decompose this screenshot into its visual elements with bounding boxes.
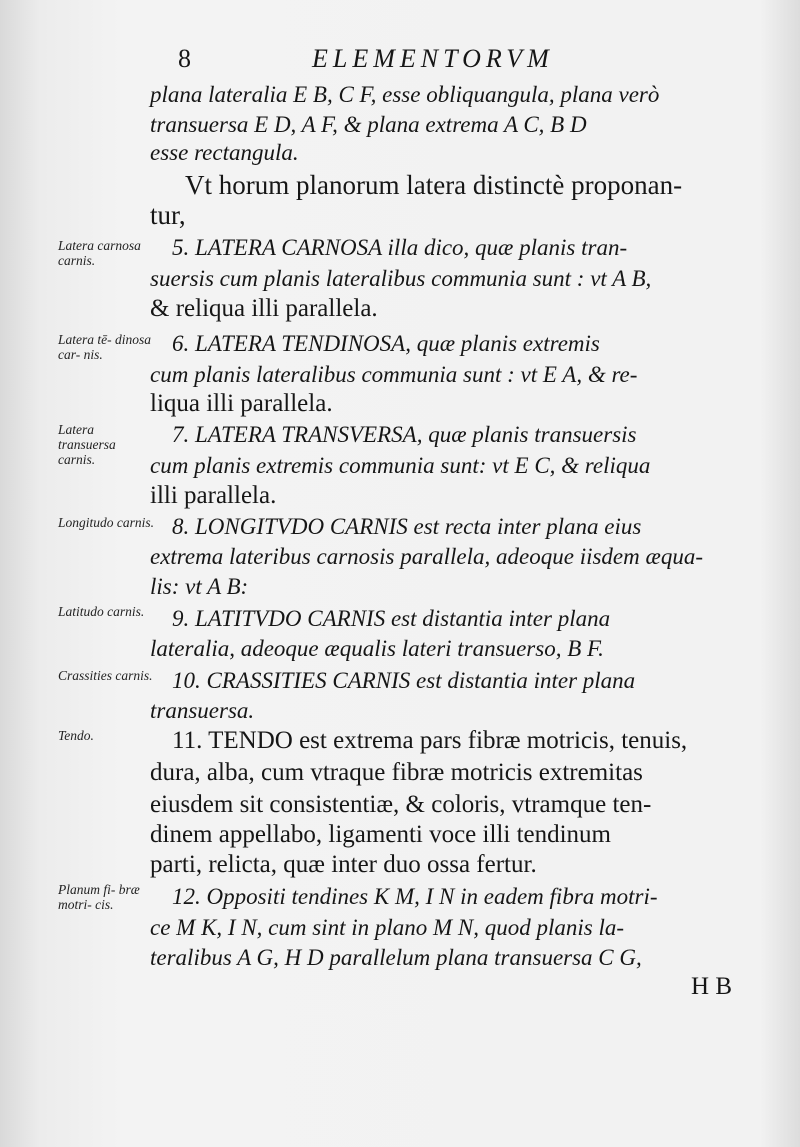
margin-note-tendo: Tendo.: [58, 728, 94, 743]
running-head: ELEMENTORVM: [312, 44, 554, 73]
text-line: ce M K, I N, cum sint in plano M N, quod planis la-: [150, 915, 625, 940]
text-line: suersis cum planis lateralibus communia sunt : vt A B,: [150, 266, 652, 291]
text-line: 12. Oppositi tendines K M, I N in eadem fibra motri-: [172, 884, 658, 909]
margin-note-longitudo: Longitudo carnis.: [58, 515, 155, 530]
text-line: 5. LATERA CARNOSA illa dico, quæ planis tran-: [172, 235, 628, 260]
text-line: Vt horum planorum latera distinctè proponan-: [185, 170, 683, 200]
text-line: 11. TENDO est extrema pars fibræ motricis, tenuis,: [172, 727, 688, 754]
text-line: dura, alba, cum vtraque fibræ motricis extremitas: [150, 759, 643, 786]
page-number: 8: [178, 44, 196, 73]
margin-note-latitudo: Latitudo carnis.: [58, 604, 145, 619]
text-line: lis: vt A B:: [150, 574, 249, 599]
page-header: [150, 40, 770, 80]
text-line: 8. LONGITVDO CARNIS est recta inter plana eius: [172, 514, 642, 539]
catchword: H B: [691, 973, 732, 1000]
text-line: transuersa.: [150, 698, 255, 723]
text-line: cum planis extremis communia sunt: vt E C, & reliqua: [150, 453, 651, 478]
text-line: 6. LATERA TENDINOSA, quæ planis extremis: [172, 331, 600, 356]
text-line: eiusdem sit consistentiæ, & coloris, vtramque ten-: [150, 791, 652, 818]
margin-note-latera-transuersa: Latera transuersa carnis.: [58, 422, 116, 467]
text-line: 10. CRASSITIES CARNIS est distantia inter plana: [172, 668, 636, 693]
text-line: illi parallela.: [150, 482, 277, 509]
text-line: lateralia, adeoque æqualis lateri transuerso, B F.: [150, 636, 604, 661]
text-line: 7. LATERA TRANSVERSA, quæ planis transuersis: [172, 422, 637, 447]
margin-note-latera-tendinosa: Latera tē- dinosa car- nis.: [58, 332, 151, 362]
text-line: 9. LATITVDO CARNIS est distantia inter plana: [172, 606, 611, 631]
text-line: dinem appellabo, ligamenti voce illi tendinum: [150, 821, 611, 848]
text-line: teralibus A G, H D parallelum plana transuersa C G,: [150, 945, 642, 970]
text-line: cum planis lateralibus communia sunt : vt E A, & re-: [150, 362, 638, 387]
text-line: plana lateralia E B, C F, esse obliquangula, plana verò: [150, 82, 660, 107]
text-line: extrema lateribus carnosis parallela, adeoque iisdem æqua-: [150, 544, 703, 569]
text-line: liqua illi parallela.: [150, 390, 333, 417]
text-line: esse rectangula.: [150, 140, 299, 165]
text-line: parti, relicta, quæ inter duo ossa fertur.: [150, 851, 537, 878]
text-line: transuersa E D, A F, & plana extrema A C, B D: [150, 112, 587, 137]
margin-note-latera-carnosa: Latera carnosa carnis.: [58, 238, 141, 268]
text-line: & reliqua illi parallela.: [150, 295, 378, 322]
text-line: tur,: [150, 200, 186, 230]
margin-note-planum-fibrae: Planum fi- bræ motri- cis.: [58, 882, 140, 912]
margin-note-crassities: Crassities carnis.: [58, 668, 153, 683]
